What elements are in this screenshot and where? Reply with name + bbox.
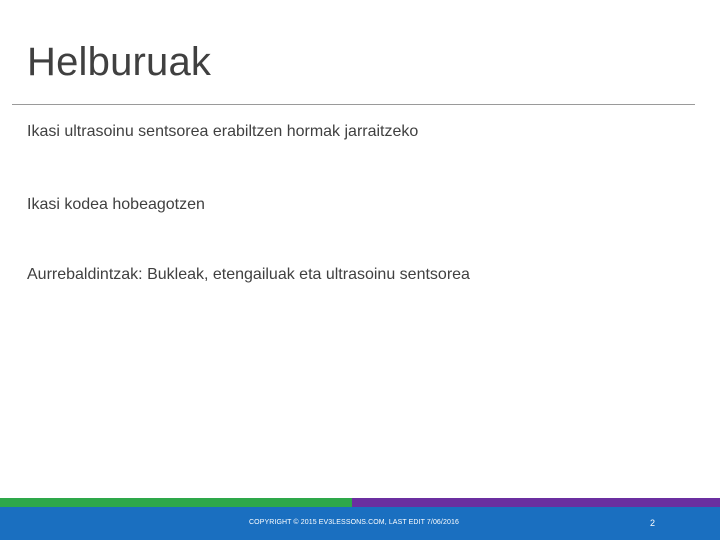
- footer-bar: [0, 507, 720, 540]
- footer-copyright: COPYRIGHT © 2015 EV3LESSONS.COM, LAST EDIT 7/06/2016: [249, 519, 459, 526]
- slide-title: Helburuak: [27, 40, 212, 84]
- bullet-item: Aurrebaldintzak: Bukleak, etengailuak eta ultrasoinu sentsorea: [27, 266, 470, 283]
- accent-bar-purple: [352, 498, 720, 507]
- bullet-item: Ikasi ultrasoinu sentsorea erabiltzen hormak jarraitzeko: [27, 123, 419, 140]
- page-number: 2: [650, 518, 656, 528]
- title-divider: [12, 104, 695, 105]
- bullet-item: Ikasi kodea hobeagotzen: [27, 196, 205, 213]
- accent-bar-green: [0, 498, 352, 507]
